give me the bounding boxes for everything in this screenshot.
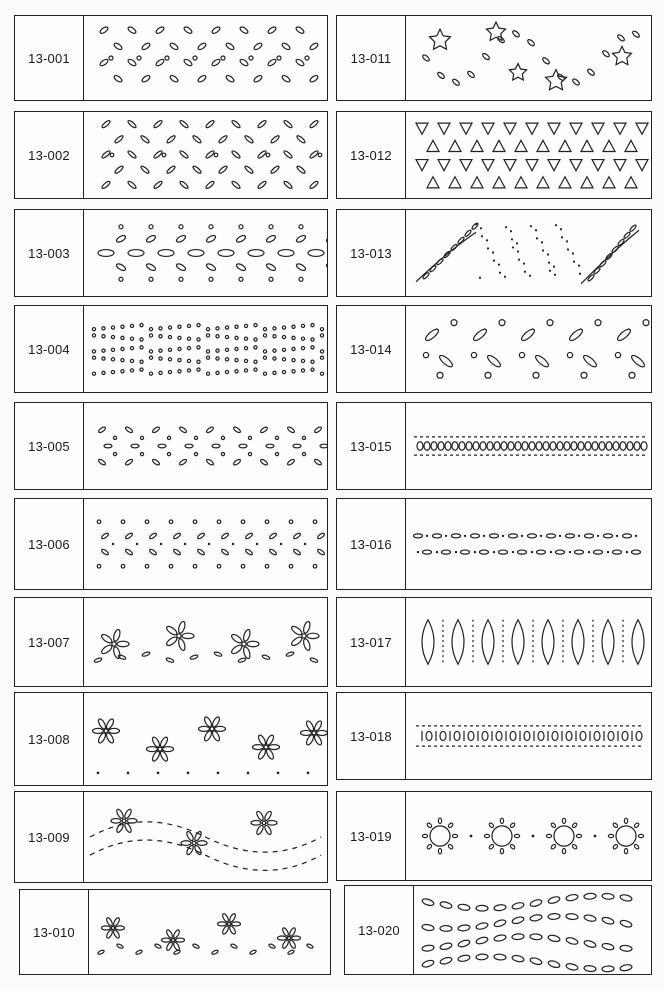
- stars-and-teardrops-graphic: [406, 16, 651, 100]
- pattern-card-13-009: [14, 791, 328, 883]
- pattern-code-label: 13-020: [345, 886, 414, 974]
- pattern-card-13-019: [336, 791, 652, 881]
- diamond-lattice-bars-graphic: [84, 112, 327, 198]
- pattern-code-label: 13-006: [15, 499, 84, 589]
- scroll-flowers-pattern: [89, 890, 330, 974]
- pattern-card-13-004: [14, 305, 328, 393]
- wavy-oval-rows-graphic: [414, 886, 651, 974]
- leaf-circles-graphic: [406, 306, 651, 392]
- circle-medallions-pattern: [406, 792, 651, 880]
- pattern-card-13-005: [14, 402, 328, 490]
- pattern-code-label: 13-018: [337, 693, 406, 779]
- lens-and-dotted-lines-graphic: [406, 598, 651, 686]
- lens-and-dotted-lines-pattern: [406, 598, 651, 686]
- io-border-line-pattern: [406, 693, 651, 779]
- flower-clusters-graphic: [84, 693, 327, 785]
- pattern-code-label: 13-016: [337, 499, 406, 589]
- scatter-ovals-rhombus-pattern: [84, 499, 327, 589]
- pattern-card-13-015: [336, 402, 652, 490]
- pattern-code-label: 13-019: [337, 792, 406, 880]
- io-border-line-graphic: [406, 693, 651, 779]
- pattern-code-label: 13-009: [15, 792, 84, 882]
- pattern-card-13-002: [14, 111, 328, 199]
- scroll-flowers-graphic: [89, 890, 330, 974]
- pattern-code-label: 13-013: [337, 210, 406, 296]
- dotted-chevron-band-pattern: [84, 306, 327, 392]
- scatter-ovals-rhombus-graphic: [84, 499, 327, 589]
- pattern-code-label: 13-014: [337, 306, 406, 392]
- leafy-vines-dots-graphic: [406, 210, 651, 296]
- pattern-card-13-001: [14, 15, 328, 101]
- triangles-rows-graphic: [406, 112, 651, 198]
- pattern-code-label: 13-015: [337, 403, 406, 489]
- pattern-code-label: 13-004: [15, 306, 84, 392]
- pattern-card-13-017: [336, 597, 652, 687]
- stars-and-teardrops-pattern: [406, 16, 651, 100]
- circle-medallions-graphic: [406, 792, 651, 880]
- pattern-code-label: 13-010: [20, 890, 89, 974]
- diamond-lattice-ovals-circles-pattern: [84, 16, 327, 100]
- pattern-code-label: 13-002: [15, 112, 84, 198]
- flower-clusters-pattern: [84, 693, 327, 785]
- dotted-chevron-band-graphic: [84, 306, 327, 392]
- pattern-card-13-016: [336, 498, 652, 590]
- diamond-scallop-ovals-graphic: [84, 403, 327, 489]
- pattern-code-label: 13-007: [15, 598, 84, 686]
- pattern-card-13-010: [19, 889, 331, 975]
- pattern-code-label: 13-011: [337, 16, 406, 100]
- leaf-circles-pattern: [406, 306, 651, 392]
- pattern-code-label: 13-008: [15, 693, 84, 785]
- chain-ovals-double-pattern: [84, 210, 327, 296]
- triangles-rows-pattern: [406, 112, 651, 198]
- pattern-code-label: 13-003: [15, 210, 84, 296]
- diamond-lattice-bars-pattern: [84, 112, 327, 198]
- ring-border-line-graphic: [406, 403, 651, 489]
- pattern-card-13-012: [336, 111, 652, 199]
- pattern-card-13-014: [336, 305, 652, 393]
- pattern-card-13-020: [344, 885, 652, 975]
- pattern-code-label: 13-001: [15, 16, 84, 100]
- pattern-card-13-006: [14, 498, 328, 590]
- pattern-code-label: 13-005: [15, 403, 84, 489]
- pattern-card-13-011: [336, 15, 652, 101]
- oval-dot-band-graphic: [406, 499, 651, 589]
- pattern-card-13-003: [14, 209, 328, 297]
- ring-border-line-pattern: [406, 403, 651, 489]
- chain-ovals-double-graphic: [84, 210, 327, 296]
- flowers-and-petals-pattern: [84, 598, 327, 686]
- wave-flowers-graphic: [84, 792, 327, 882]
- oval-dot-band-pattern: [406, 499, 651, 589]
- diamond-lattice-ovals-circles-graphic: [84, 16, 327, 100]
- pattern-code-label: 13-012: [337, 112, 406, 198]
- wavy-oval-rows-pattern: [414, 886, 651, 974]
- pattern-card-13-013: [336, 209, 652, 297]
- flowers-and-petals-graphic: [84, 598, 327, 686]
- pattern-card-13-008: [14, 692, 328, 786]
- diamond-scallop-ovals-pattern: [84, 403, 327, 489]
- pattern-card-13-007: [14, 597, 328, 687]
- pattern-code-label: 13-017: [337, 598, 406, 686]
- pattern-card-13-018: [336, 692, 652, 780]
- wave-flowers-pattern: [84, 792, 327, 882]
- leafy-vines-dots-pattern: [406, 210, 651, 296]
